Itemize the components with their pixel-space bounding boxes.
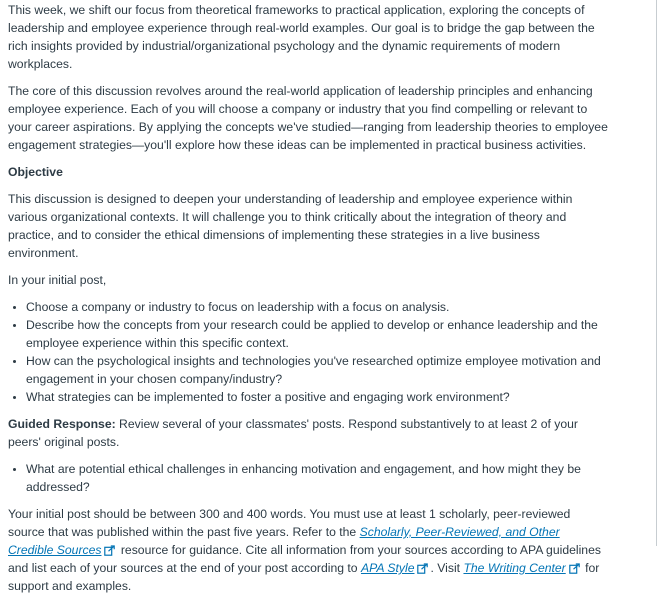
external-link-icon bbox=[104, 545, 115, 556]
scholarly-sources-link[interactable]: Scholarly, Peer-Reviewed, and Other Credible Sources bbox=[8, 525, 560, 557]
intro-paragraph-2: The core of this discussion revolves around the real-world application of leadership principles and enhancing employee experience. Each of you will choose a company or industry that you find compelling or relevant to your career aspirations. By applying the concepts we've studied—ranging from leadership theories to employee engagement strategies—you'll explore how these ideas can be implemented in practical business activities. bbox=[8, 84, 608, 152]
list-item: • What are potential ethical challenges in enhancing motivation and engagement, and how might they be addressed? bbox=[26, 460, 608, 496]
guided-response-label: Guided Response: bbox=[8, 417, 116, 431]
closing-text-3: . Visit bbox=[430, 561, 464, 575]
external-link-icon bbox=[417, 563, 428, 574]
intro-paragraph-1: This week, we shift our focus from theoretical frameworks to practical application, exploring the concepts of leadership and employee experience through real-world examples. Our goal is to bridge the gap between the rich insights provided by industrial/organizational psychology and the dynamic requirements of modern workplaces. bbox=[8, 3, 595, 71]
closing-paragraph bbox=[8, 505, 608, 595]
objective-heading: Objective bbox=[8, 165, 63, 179]
list-item: • Choose a company or industry to focus on leadership with a focus on analysis. bbox=[26, 298, 608, 316]
closing-text-1: Your initial post should be between 300 and 400 words. You must use at least 1 scholarly, peer-reviewed source that was published within the past five years. Refer to the bbox=[8, 507, 571, 539]
list-item: • How can the psychological insights and technologies you've researched optimize employee motivation and engagement in your chosen company/industry? bbox=[26, 352, 608, 388]
initial-post-label: In your initial post, bbox=[8, 273, 107, 287]
list-item: • What strategies can be implemented to foster a positive and engaging work environment? bbox=[26, 388, 608, 406]
discussion-body bbox=[8, 0, 608, 604]
objective-paragraph: This discussion is designed to deepen your understanding of leadership and employee experience within various organizational contexts. It will challenge you to think critically about the integration of theory and practice, and to consider the ethical dimensions of implementing these strategies in a live business environment. bbox=[8, 192, 573, 260]
guided-response-text: Review several of your classmates' posts. Respond substantively to at least 2 of your peers' original posts. bbox=[8, 417, 578, 449]
apa-style-link[interactable]: APA Style bbox=[360, 561, 415, 575]
list-item: • Describe how the concepts from your research could be applied to develop or enhance leadership and the employee experience within this specific context. bbox=[26, 316, 608, 352]
external-link-icon bbox=[569, 563, 580, 574]
initial-post-list bbox=[8, 298, 608, 406]
closing-text-4: for support and examples. bbox=[8, 561, 600, 593]
guided-response-paragraph bbox=[8, 415, 608, 451]
closing-text-2: resource for guidance. Cite all information from your sources according to APA guidelines and list each of your sources at the end of your post according to bbox=[8, 543, 601, 575]
guided-response-list bbox=[8, 460, 608, 496]
writing-center-link[interactable]: The Writing Center bbox=[463, 561, 566, 575]
